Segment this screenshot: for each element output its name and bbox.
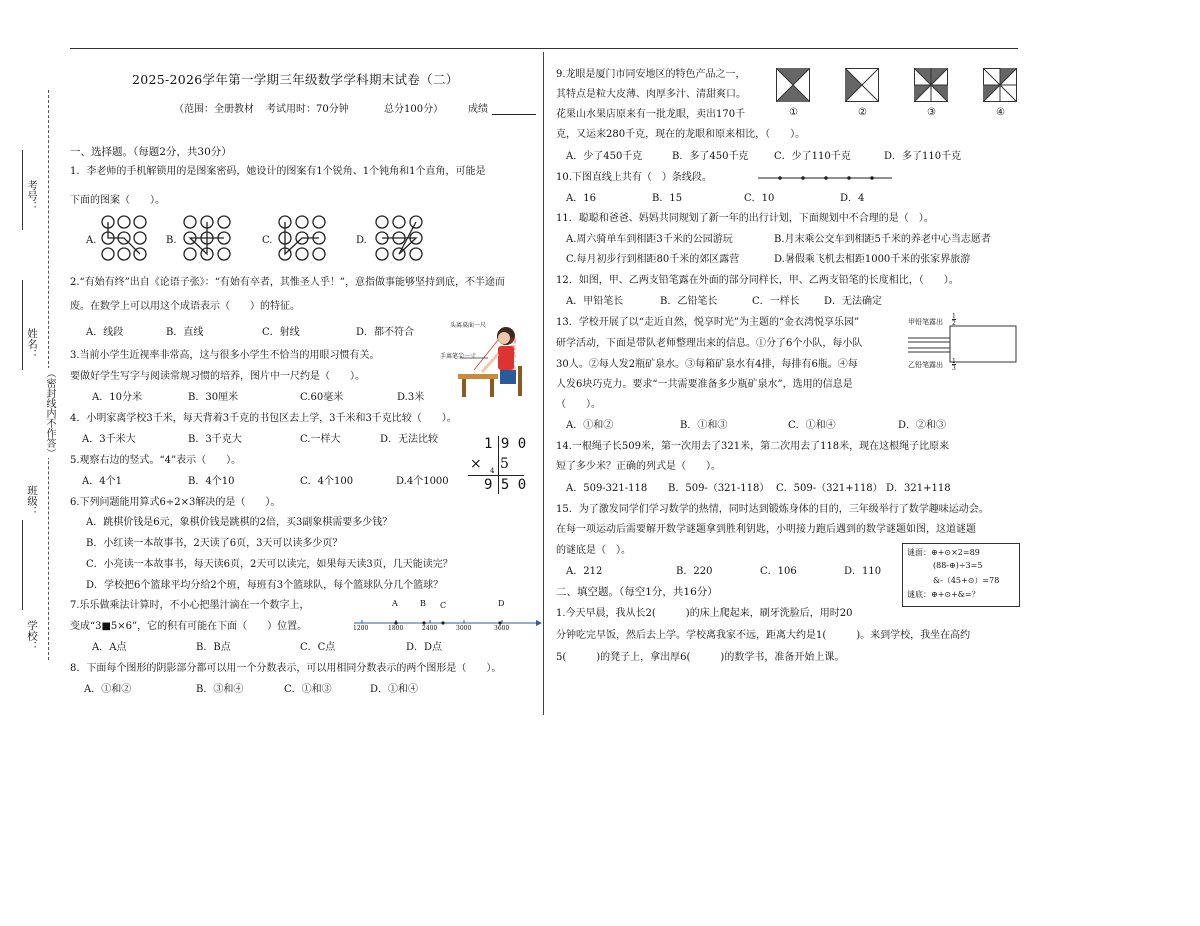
q10-line-figure	[758, 172, 892, 184]
exam-no-line	[22, 150, 23, 230]
q14-opt-b[interactable]: B．509-（321-118）	[668, 483, 770, 494]
q13-opt-d[interactable]: D．②和③	[898, 420, 947, 431]
q5-opt-a[interactable]: A．4个1	[82, 476, 122, 487]
q5-text: 5.观察右边的竖式。“4”表示（ ）。	[70, 455, 242, 466]
riddle-box	[902, 543, 1020, 607]
q5-opt-d[interactable]: D.4个1000	[396, 476, 449, 487]
q7-line2: 变成“3■5×6”，它的积有可能在下面（ ）位置。	[70, 621, 308, 632]
q6-text: 6.下列问题能用算式6÷2×3解决的是（ ）。	[70, 497, 281, 508]
q2-opt-b[interactable]: B．直线	[166, 327, 204, 338]
riddle-line4: 谜底：⊕+⊙+&=？	[907, 590, 980, 599]
q10-opt-c[interactable]: C．10	[744, 193, 775, 204]
q9-line1: 9.龙眼是厦门市同安地区的特色产品之一，	[556, 69, 746, 80]
q10-opt-b[interactable]: B．15	[652, 193, 683, 204]
axis-point-b: B	[420, 599, 426, 608]
q11-opt-b[interactable]: B.月末乘公交车到相距5千米的养老中心当志愿者	[774, 234, 991, 245]
q15-line3: 的谜底是（ ）。	[556, 545, 631, 556]
square-label-4: ④	[996, 107, 1005, 118]
q12-opt-a[interactable]: A．甲铅笔长	[566, 296, 624, 307]
q7-opt-a[interactable]: A．A点	[92, 642, 127, 653]
q6-opt-d[interactable]: D．学校把6个篮球平均分给2个班，每班有3个篮球队，每个篮球队分几个篮球？	[86, 580, 444, 591]
q13-opt-c[interactable]: C．①和④	[788, 420, 836, 431]
q3-opt-b[interactable]: B．30厘米	[188, 392, 239, 403]
axis-tick-2400: 2400	[422, 625, 438, 632]
q5-opt-b[interactable]: B．4个10	[188, 476, 235, 487]
q8-opt-a[interactable]: A．①和②	[84, 684, 132, 695]
pencil-b-fraction: 1 3	[952, 358, 956, 372]
calc-rule	[468, 475, 524, 476]
q4-text: 4．小明家离学校3千米，每天背着3千克的书包区去上学，3千米和3千克比较（ ）。	[70, 413, 457, 424]
q2-opt-c[interactable]: C．射线	[262, 327, 300, 338]
q12-text: 12．如图，甲、乙两支铅笔露在外面的部分同样长，甲、乙两支铅笔的长度相比，（ ）。	[556, 275, 959, 286]
q3-opt-d[interactable]: D.3米	[397, 392, 425, 403]
q13-opt-a[interactable]: A．①和②	[566, 420, 614, 431]
name-line	[22, 280, 23, 370]
q13-opt-b[interactable]: B．①和③	[680, 420, 728, 431]
q4-opt-a[interactable]: A．3千米大	[82, 434, 136, 445]
shaded-square-3	[914, 68, 948, 102]
q10-text: 10.下图直线上共有（ ）条线段。	[556, 172, 712, 183]
fill-q1-line1: 1.今天早晨，我从长2( )的床上爬起来，刷牙洗脸后，用时20	[556, 608, 853, 619]
school-label: 学校：	[26, 620, 38, 652]
q7-line1: 7.乐乐做乘法计算时，不小心把墨汁滴在一个数字上，	[70, 600, 310, 611]
pencil-b-label: 乙铅笔露出	[908, 361, 943, 369]
axis-tick-3600: 3600	[494, 625, 510, 632]
shaded-square-4	[983, 68, 1017, 102]
scope: （范围：全册教材	[174, 104, 254, 115]
q3-line2: 要做好学生写字与阅读常规习惯的培养，图片中一尺约是（ ）。	[70, 371, 365, 382]
q6-opt-b[interactable]: B．小红读一本故事书，2天读了6页，3天可以读多少页？	[86, 538, 343, 549]
q10-opt-a[interactable]: A．16	[566, 193, 596, 204]
q9-opt-c[interactable]: C．少了110千克	[774, 151, 851, 162]
q9-line3: 花果山水果店原来有一批龙眼，卖出170千	[556, 109, 746, 120]
q13-line5: （ ）。	[556, 399, 601, 410]
q14-opt-d[interactable]: D．321+118	[886, 483, 951, 494]
q3-line1: 3.当前小学生近视率非常高，这与很多小学生不恰当的用眼习惯有关。	[70, 350, 380, 361]
q9-line4: 克，又运来280千克，现在的龙眼和原来相比，（ ）。	[556, 129, 806, 140]
calc-operator: ×	[470, 456, 482, 472]
pencil-a-label: 甲铅笔露出	[908, 318, 943, 326]
axis-tick-1800: 1800	[388, 625, 404, 632]
q10-opt-d[interactable]: D．4	[840, 193, 865, 204]
q1-opt-b-label: B.	[166, 235, 177, 246]
calc-row2: 5	[500, 456, 509, 472]
q12-opt-d[interactable]: D．无法确定	[824, 296, 883, 307]
q1-pattern-b[interactable]	[180, 214, 234, 262]
section-choice: 一、选择题。（每题2分，共30分）	[70, 146, 232, 158]
square-label-1: ①	[789, 107, 798, 118]
pencil-a-fraction: 1 2	[952, 313, 956, 327]
axis-point-c: C	[440, 601, 447, 610]
shaded-square-1	[776, 68, 810, 102]
q7-opt-b[interactable]: B．B点	[196, 642, 231, 653]
square-label-3: ③	[927, 107, 936, 118]
q2-opt-a[interactable]: A．线段	[86, 327, 124, 338]
riddle-line2: (88-⊕)÷3=5	[933, 561, 983, 570]
fill-q1-line2: 分钟吃完早饭，然后去上学。学校离我家不远，距离大约是1( )。来到学校，我坐在高约	[556, 630, 971, 641]
q3-opt-c[interactable]: C.60毫米	[300, 392, 344, 403]
q11-opt-d[interactable]: D.暑假乘飞机去相距1000千米的张家界旅游	[774, 254, 971, 265]
q14-line2: 短了多少米？正确的列式是（ ）。	[556, 461, 721, 472]
top-rule	[70, 48, 1018, 49]
q15-line2: 在每一项运动后需要解开数学谜题拿到胜利钥匙，小明接力跑后遇到的数学谜题如图，这道谜题	[556, 524, 976, 535]
q14-line1: 14.一根绳子长509米，第一次用去了321米，第二次用去了118米，现在这根绳子比原来	[556, 441, 950, 452]
q15-line1: 15．为了激发同学们学习数学的热情，同时达到锻炼身体的目的，三年级举行了数学趣味运动会。	[556, 504, 989, 515]
q9-opt-a[interactable]: A．少了450千克	[566, 151, 643, 162]
class-label: 班级：	[26, 485, 38, 517]
name-label: 姓名：	[26, 328, 38, 360]
q12-opt-b[interactable]: B．乙铅笔长	[660, 296, 718, 307]
q2-line2: 废。在数学上可以用这个成语表示（ ）的特征。	[70, 301, 300, 312]
class-line	[22, 520, 23, 610]
posture-note-hand: 手离笔尖一寸	[440, 353, 477, 360]
time-limit: 考试用时：70分钟	[266, 104, 349, 115]
q11-opt-a[interactable]: A.周六骑单车到相距3千米的公园游玩	[566, 234, 733, 245]
calc-result: 9 5 0	[484, 477, 527, 493]
q7-opt-d[interactable]: D．D点	[406, 642, 443, 653]
q8-text: 8．下面每个图形的阴影部分都可以用一个分数表示，可以用相同分数表示的两个图形是（ ）。	[70, 663, 502, 674]
q1-pattern-d[interactable]	[372, 214, 426, 262]
exam-no-label: 考号：	[26, 180, 38, 212]
q6-opt-c[interactable]: C．小亮读一本故事书，每天读6页，2天可以读完，如果每天读3页，几天能读完？	[86, 559, 453, 570]
page-title: 2025-2026学年第一学期三年级数学学科期末试卷（二）	[132, 72, 459, 87]
q9-opt-b[interactable]: B．多了450千克	[672, 151, 749, 162]
seal-warning: （密封线内不作答）	[44, 368, 55, 458]
q14-opt-a[interactable]: A．509-321-118	[566, 483, 648, 494]
axis-tick-3000: 3000	[456, 625, 472, 632]
axis-tick-1200: 1200	[353, 625, 369, 632]
axis-point-a: A	[392, 599, 398, 608]
q15-opt-d[interactable]: D．110	[844, 566, 882, 577]
q2-line1: 2.“有始有终”出自《论语子张》：“有始有卒者，其惟圣人乎！”，意指做事能够坚持到底，不半途而	[70, 277, 505, 288]
fill-q1-line3: 5( )的凳子上，拿出厚6( )的数学书，准备开始上课。	[556, 652, 845, 663]
riddle-line1: 谜面：⊕+⊙×2=89	[907, 548, 980, 557]
q11-opt-c[interactable]: C.每月初步行到相距80千米的郊区露营	[566, 254, 740, 265]
q12-opt-c[interactable]: C．一样长	[752, 296, 800, 307]
q15-opt-c[interactable]: C．106	[760, 566, 797, 577]
q1-opt-c-label: C.	[262, 235, 273, 246]
square-label-2: ②	[858, 107, 867, 118]
q4-opt-c[interactable]: C.一样大	[300, 434, 341, 445]
q11-text: 11．聪聪和爸爸、妈妈共同规划了新一年的出行计划，下面规划中不合理的是（ ）。	[556, 213, 934, 224]
q4-opt-b[interactable]: B．3千克大	[188, 434, 242, 445]
q13-line3: 30人。②每人发2瓶矿泉水。③每箱矿泉水有4排，每排有6瓶。④每	[556, 359, 858, 370]
q7-opt-c[interactable]: C．C点	[300, 642, 336, 653]
q1-opt-d-label: D.	[356, 235, 367, 246]
score-label: 成绩	[468, 104, 488, 115]
shaded-square-2	[845, 68, 879, 102]
q1-pattern-a[interactable]	[100, 214, 150, 262]
q8-opt-c[interactable]: C．①和③	[284, 684, 332, 695]
q1-line2: 下面的图案（ ）。	[70, 195, 165, 206]
posture-note-head: 头离桌面一尺	[450, 322, 487, 329]
q8-opt-d[interactable]: D．①和④	[370, 684, 419, 695]
q5-opt-c[interactable]: C．4个100	[300, 476, 354, 487]
posture-note-chest: 胸离桌一拳	[510, 338, 517, 373]
q9-line2: 其特点是粒大皮薄、肉厚多汁、清甜爽口。	[556, 89, 746, 100]
axis-point-d: D	[498, 599, 505, 608]
riddle-line3: &-（45+⊙）=78	[933, 576, 1000, 585]
q15-opt-a[interactable]: A．212	[566, 566, 603, 577]
q1-opt-a-label: A.	[86, 235, 97, 246]
q13-line1: 13．学校开展了以“走近自然，悦享时光”为主题的“金衣湾悦享乐园”	[556, 317, 860, 328]
score-blank[interactable]	[492, 114, 536, 115]
q1-line1: 1．李老师的手机解锁用的是图案密码，她设计的图案有1个锐角、1个钝角和1个直角，可能是	[70, 166, 486, 177]
q2-opt-d[interactable]: D．都不符合	[356, 327, 415, 338]
calc-column-line	[498, 436, 499, 494]
section-fill: 二、填空题。（每空1分，共16分）	[556, 586, 718, 598]
q3-opt-a[interactable]: A．10分米	[92, 392, 142, 403]
q13-line4: 人发6块巧克力。要求“一共需要准备多少瓶矿泉水”，选用的信息是	[556, 379, 853, 390]
q1-pattern-c[interactable]	[275, 214, 329, 262]
q4-opt-d[interactable]: D．无法比较	[380, 434, 439, 445]
total-score: 总分100分）	[384, 104, 444, 115]
q8-opt-b[interactable]: B．③和④	[196, 684, 244, 695]
q9-opt-d[interactable]: D．多了110千克	[884, 151, 962, 162]
q6-opt-a[interactable]: A．跳棋价钱是6元，象棋价钱是跳棋的2倍，买3副象棋需要多少钱？	[86, 517, 393, 528]
calc-row1: 1 9 0	[484, 436, 527, 452]
calc-carry: 4	[490, 467, 495, 475]
q14-opt-c[interactable]: C．509-（321+118）	[776, 483, 883, 494]
q15-opt-b[interactable]: B．220	[676, 566, 713, 577]
column-divider	[543, 52, 544, 715]
q13-line2: 研学活动，下面是带队老师整理出来的信息。①分了6个小队，每小队	[556, 338, 863, 349]
